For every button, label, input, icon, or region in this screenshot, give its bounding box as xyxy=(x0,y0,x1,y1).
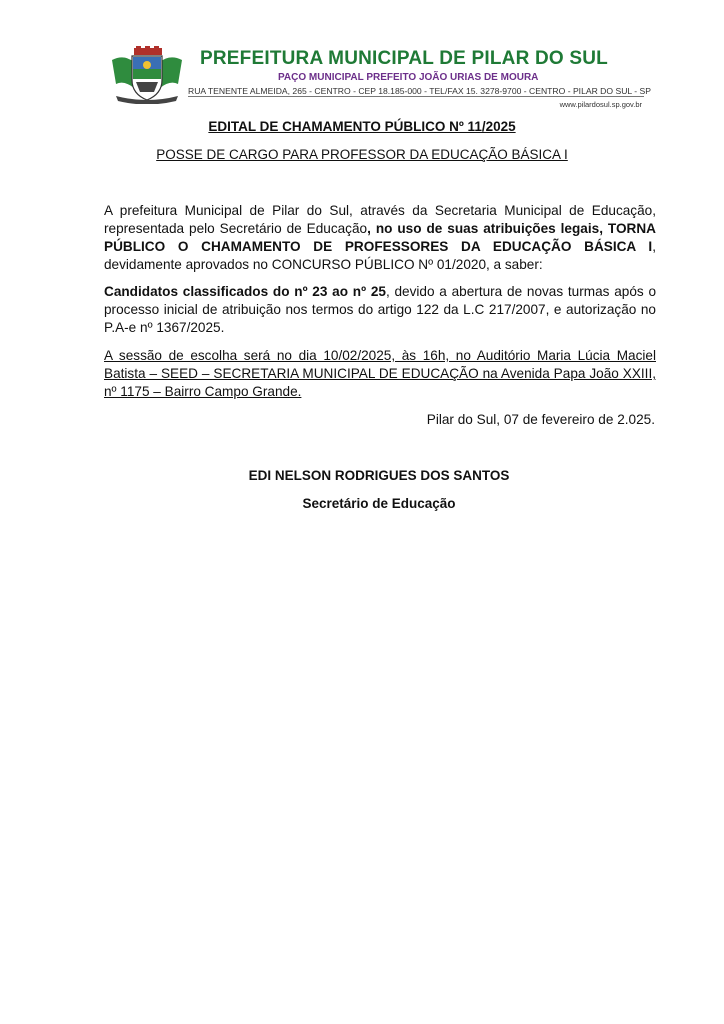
header-divider xyxy=(188,96,644,97)
intro-text-1: A prefeitura Municipal de Pilar do Sul, através da Secretaria Municipal de Educação, representada pelo Secretário de Educação xyxy=(104,203,656,236)
candidates-range: Candidatos classificados do nº 23 ao nº 25 xyxy=(104,284,386,299)
address-line: RUA TENENTE ALMEIDA, 265 - CENTRO - CEP 18.185-000 - TEL/FAX 15. 3278-9700 - CENTRO - PILAR DO SUL - SP xyxy=(188,86,651,96)
intro-text-2: , no uso de suas atribuições legais, TORNA PÚBLICO O xyxy=(104,221,656,254)
candidates-paragraph xyxy=(104,283,656,337)
letterhead xyxy=(108,44,651,110)
session-paragraph: A sessão de escolha será no dia 10/02/2025, às 16h, no Auditório Maria Lúcia Maciel Batista – SEED – SECRETARIA MUNICIPAL DE EDUCAÇÃO na Avenida Papa João XXIII, nº 1175 – Bairro Campo Grande. xyxy=(104,348,656,399)
candidates-text: , devido a abertura de novas turmas após o processo inicial de atribuição nos termos do artigo 122 da L.C 217/2007, e autorização no P.A-e nº 1367/2025. xyxy=(104,284,657,335)
palace-name: PAÇO MUNICIPAL PREFEITO JOÃO URIAS DE MOURA xyxy=(278,72,539,83)
intro-text-3: CHAMAMENTO DE PROFESSORES DA EDUCAÇÃO BÁSICA I xyxy=(201,239,653,254)
municipal-coat-of-arms-icon xyxy=(110,46,184,104)
intro-paragraph xyxy=(104,202,656,274)
signatory-role: Secretário de Educação xyxy=(302,496,456,511)
municipality-name: PREFEITURA MUNICIPAL DE PILAR DO SUL xyxy=(200,48,608,69)
signatory-name: EDI NELSON RODRIGUES DOS SANTOS xyxy=(248,468,510,483)
document-subtitle: POSSE DE CARGO PARA PROFESSOR DA EDUCAÇÃO BÁSICA I xyxy=(156,147,568,162)
website-url: www.pilardosul.sp.gov.br xyxy=(559,100,642,109)
intro-text-4: , devidamente aprovados no CONCURSO PÚBLICO Nº 01/2020, a saber: xyxy=(104,239,656,272)
document-title: EDITAL DE CHAMAMENTO PÚBLICO Nº 11/2025 xyxy=(208,119,516,134)
date-line: Pilar do Sul, 07 de fevereiro de 2.025. xyxy=(426,412,655,427)
